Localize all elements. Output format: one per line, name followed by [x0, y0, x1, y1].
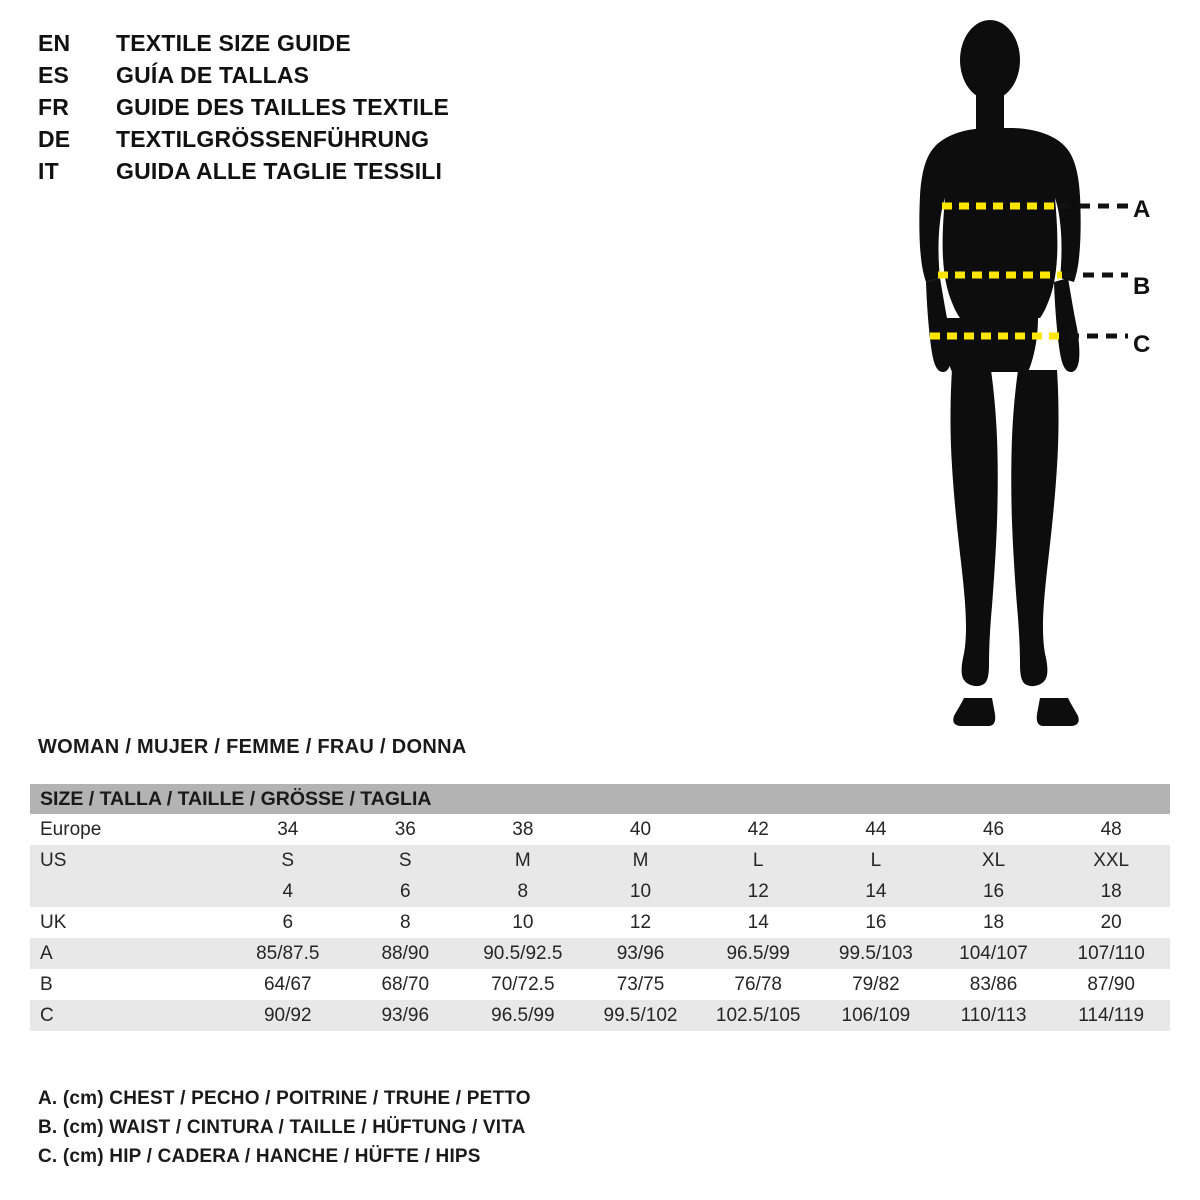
cell: 76/78	[699, 969, 817, 1000]
cell: 40	[582, 814, 700, 845]
cell: S	[229, 845, 347, 876]
cell: 88/90	[347, 938, 464, 969]
cell: 10	[464, 907, 582, 938]
language-code-de: DE	[38, 126, 71, 152]
measure-letter-c: C	[1133, 331, 1151, 358]
cell: 99.5/103	[817, 938, 935, 969]
cell: 10	[582, 876, 700, 907]
size-table	[30, 784, 1170, 1031]
cell: 46	[935, 814, 1053, 845]
measure-letter-b: B	[1133, 273, 1151, 300]
language-title-it: GUIDA ALLE TAGLIE TESSILI	[116, 158, 443, 184]
cell: 83/86	[935, 969, 1053, 1000]
language-code-fr: FR	[38, 94, 70, 120]
table-row	[30, 1000, 1170, 1031]
cell: 14	[817, 876, 935, 907]
table-row	[30, 876, 1170, 907]
cell: 90.5/92.5	[464, 938, 582, 969]
cell: 14	[699, 907, 817, 938]
row-label-c: C	[30, 1000, 229, 1031]
cell: 20	[1052, 907, 1170, 938]
cell: 6	[229, 907, 347, 938]
language-row-de	[38, 126, 558, 158]
language-code-it: IT	[38, 158, 59, 184]
cell: 4	[229, 876, 347, 907]
row-label-us-numeric	[30, 876, 229, 907]
cell: L	[699, 845, 817, 876]
cell: 73/75	[582, 969, 700, 1000]
cell: 8	[347, 907, 464, 938]
language-title-list	[38, 30, 558, 190]
measure-letter-group	[1125, 18, 1185, 418]
row-label-a: A	[30, 938, 229, 969]
cell: 70/72.5	[464, 969, 582, 1000]
cell: 93/96	[582, 938, 700, 969]
language-title-de: TEXTILGRÖSSENFÜHRUNG	[116, 126, 430, 152]
footnote-waist: B. (cm) WAIST / CINTURA / TAILLE / HÜFTUNG / VITA	[38, 1117, 526, 1138]
cell: 79/82	[817, 969, 935, 1000]
table-header-label: SIZE / TALLA / TAILLE / GRÖSSE / TAGLIA	[30, 784, 1170, 814]
cell: 18	[935, 907, 1053, 938]
language-row-es	[38, 62, 558, 94]
cell: L	[817, 845, 935, 876]
table-row	[30, 938, 1170, 969]
cell: 16	[935, 876, 1053, 907]
footnote-chest: A. (cm) CHEST / PECHO / POITRINE / TRUHE / PETTO	[38, 1088, 531, 1109]
language-title-es: GUÍA DE TALLAS	[116, 62, 310, 88]
silhouette-icon	[919, 20, 1080, 726]
cell: 18	[1052, 876, 1170, 907]
cell: 64/67	[229, 969, 347, 1000]
footnote-hip: C. (cm) HIP / CADERA / HANCHE / HÜFTE / HIPS	[38, 1146, 481, 1167]
row-label-b: B	[30, 969, 229, 1000]
cell: 48	[1052, 814, 1170, 845]
language-row-it	[38, 158, 558, 190]
cell: 8	[464, 876, 582, 907]
cell: 114/119	[1052, 1000, 1170, 1031]
cell: 16	[817, 907, 935, 938]
cell: 36	[347, 814, 464, 845]
cell: XXL	[1052, 845, 1170, 876]
cell: 12	[582, 907, 700, 938]
cell: M	[582, 845, 700, 876]
language-title-en: TEXTILE SIZE GUIDE	[116, 30, 351, 56]
cell: 104/107	[935, 938, 1053, 969]
footnote-list	[38, 1088, 838, 1175]
table-row	[30, 907, 1170, 938]
cell: 87/90	[1052, 969, 1170, 1000]
language-row-en	[38, 30, 558, 62]
cell: 44	[817, 814, 935, 845]
language-code-en: EN	[38, 30, 71, 56]
measure-letter-a: A	[1133, 196, 1151, 223]
cell: S	[347, 845, 464, 876]
cell: M	[464, 845, 582, 876]
cell: 6	[347, 876, 464, 907]
cell: 102.5/105	[699, 1000, 817, 1031]
language-code-es: ES	[38, 62, 70, 88]
cell: 99.5/102	[582, 1000, 700, 1031]
table-row	[30, 814, 1170, 845]
cell: 106/109	[817, 1000, 935, 1031]
cell: 42	[699, 814, 817, 845]
table-row	[30, 845, 1170, 876]
row-label-uk: UK	[30, 907, 229, 938]
cell: 85/87.5	[229, 938, 347, 969]
language-title-fr: GUIDE DES TAILLES TEXTILE	[116, 94, 449, 120]
row-label-us: US	[30, 845, 229, 876]
cell: 68/70	[347, 969, 464, 1000]
cell: 93/96	[347, 1000, 464, 1031]
section-caption: WOMAN / MUJER / FEMME / FRAU / DONNA	[38, 736, 467, 758]
cell: 110/113	[935, 1000, 1053, 1031]
table-row	[30, 969, 1170, 1000]
cell: 96.5/99	[699, 938, 817, 969]
table-header-row	[30, 784, 1170, 814]
cell: 34	[229, 814, 347, 845]
row-label-europe: Europe	[30, 814, 229, 845]
cell: 12	[699, 876, 817, 907]
cell: XL	[935, 845, 1053, 876]
cell: 38	[464, 814, 582, 845]
cell: 90/92	[229, 1000, 347, 1031]
cell: 96.5/99	[464, 1000, 582, 1031]
cell: 107/110	[1052, 938, 1170, 969]
language-row-fr	[38, 94, 558, 126]
